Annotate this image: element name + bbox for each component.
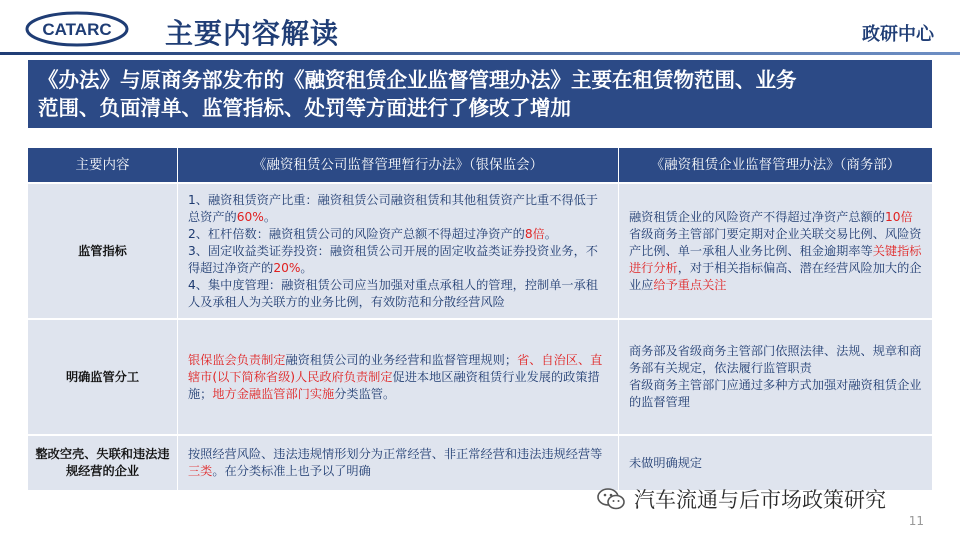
cell-text: 省级商务主管部门应通过多种方式加强对融资租赁企业的监督管理	[629, 378, 922, 409]
cell-text: 分类监管。	[334, 386, 396, 401]
cell-text: 。在分类标准上也予以了明确	[212, 464, 371, 478]
cell-text: 。	[300, 260, 313, 275]
cell-paragraph	[629, 209, 922, 226]
cell-paragraph	[188, 352, 608, 403]
highlighted-text: 省、自治区、直辖市(以下简称省级)人民政府负责制定	[188, 352, 603, 384]
row-topic: 监管指标	[28, 184, 178, 320]
cell-text: 未做明确规定	[629, 455, 703, 470]
highlighted-text: 20%	[273, 260, 301, 275]
cell-paragraph	[629, 343, 922, 377]
cell-paragraph	[629, 226, 922, 294]
cell-text: ，对于相关指标偏高、潜在经营风险加大的企业应	[629, 260, 922, 292]
highlighted-text: 银保监会负责制定	[188, 352, 286, 367]
cell-paragraph	[188, 446, 608, 480]
row-topic: 整改空壳、失联和违法违规经营的企业	[28, 436, 178, 492]
cell-text: 促进本地区融资租赁行业发展的政策措施；	[188, 369, 600, 401]
highlighted-text: 地方金融监管部门实施	[212, 386, 335, 401]
table-row	[28, 320, 932, 436]
cell-text: 4、集中度管理：融资租赁公司应当加强对重点承租人的管理，控制单一承租人及承租人为关联方的业务比例，有效防范和分散经营风险	[188, 277, 598, 309]
watermark-text: 汽车流通与后市场政策研究	[634, 488, 886, 512]
highlighted-text: 8倍	[524, 226, 545, 241]
row-mofcom-content	[619, 184, 932, 320]
header-divider	[0, 52, 960, 55]
catarc-logo	[24, 10, 130, 48]
banner-line-1: 《办法》与原商务部发布的《融资租赁企业监督管理办法》主要在租赁物范围、业务	[38, 68, 797, 92]
row-cbirc-content	[178, 184, 619, 320]
logo-text: CATARC	[42, 20, 112, 39]
row-mofcom-content	[619, 320, 932, 436]
cell-text: 1、融资租赁资产比重：融资租赁公司融资租赁和其他租赁资产比重不得低于总资产的	[188, 192, 598, 224]
department-label: 政研中心	[862, 24, 934, 45]
summary-banner	[28, 60, 932, 128]
cell-text: 2、杠杆倍数：融资租赁公司的风险资产总额不得超过净资产的	[188, 226, 525, 241]
cell-text: 按照经营风险、违法违规情形划分为正常经营、非正常经营和违法违规经营等	[188, 447, 603, 461]
highlighted-text: 三类	[188, 464, 213, 478]
cell-text: 省级商务主管部门要定期对企业关联交易比例、风险资产比例、单一承租人业务比例、租金逾期率等	[629, 226, 922, 258]
row-cbirc-content	[178, 436, 619, 492]
cell-text: 。	[544, 226, 557, 241]
highlighted-text: 60%	[236, 209, 264, 224]
cell-paragraph	[629, 377, 922, 411]
cell-text: 。	[263, 209, 277, 224]
row-topic: 明确监管分工	[28, 320, 178, 436]
header-cbirc-measures: 《融资租赁公司监督管理暂行办法》（银保监会）	[178, 148, 619, 184]
page-number: 11	[908, 514, 924, 528]
cell-text: 商务部及省级商务主管部门依照法律、法规、规章和商务部有关规定，依法履行监管职责	[629, 344, 922, 375]
highlighted-text: 10倍	[884, 209, 913, 224]
banner-line-2: 范围、负面清单、监管指标、处罚等方面进行了修改了增加	[38, 96, 571, 120]
table-row	[28, 184, 932, 320]
wechat-icon	[596, 486, 626, 512]
cell-paragraph	[188, 277, 608, 311]
header-topic: 主要内容	[28, 148, 178, 184]
table-header-row	[28, 148, 932, 184]
highlighted-text: 关键指标进行分析	[629, 243, 922, 275]
cell-text: 3、固定收益类证券投资：融资租赁公司开展的固定收益类证券投资业务，不得超过净资产的	[188, 243, 598, 275]
cell-paragraph	[188, 226, 608, 243]
page-title: 主要内容解读	[165, 17, 340, 50]
row-cbirc-content	[178, 320, 619, 436]
cell-text: 融资租赁企业的风险资产不得超过净资产总额的	[629, 209, 885, 224]
cell-paragraph	[188, 192, 608, 226]
header-mofcom-measures: 《融资租赁企业监督管理办法》（商务部）	[619, 148, 932, 184]
watermark	[596, 484, 886, 514]
comparison-table	[28, 148, 932, 492]
cell-paragraph	[188, 243, 608, 277]
highlighted-text: 给予重点关注	[653, 277, 727, 292]
cell-paragraph	[629, 455, 922, 472]
cell-text: 融资租赁公司的业务经营和监督管理规则；	[285, 352, 518, 367]
